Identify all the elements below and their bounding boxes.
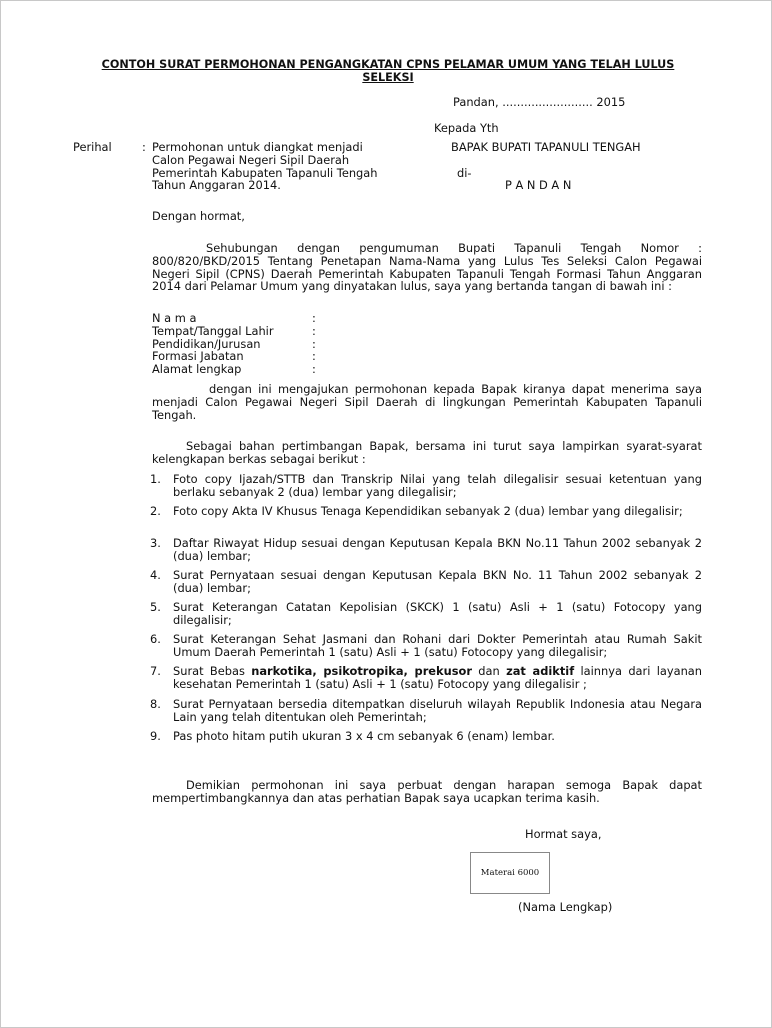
addressee-city: P A N D A N: [505, 178, 572, 192]
list-number: 8.: [150, 697, 161, 711]
materai-label: Materai 6000: [480, 867, 540, 878]
list-number: 7.: [150, 664, 161, 678]
field-row-nama: [152, 312, 452, 325]
list-number: 6.: [150, 632, 161, 646]
list-text: Pas photo hitam putih ukuran 3 x 4 cm sebanyak 6 (enam) lembar.: [173, 729, 555, 743]
list-number: 9.: [150, 729, 161, 743]
field-colon: :: [312, 349, 316, 364]
list-text: Surat Pernyataan sesuai dengan Keputusan Kepala BKN No. 11 Tahun 2002 sebanyak 2 (dua) lembar;: [173, 568, 702, 595]
addressee-name: BAPAK BUPATI TAPANULI TENGAH: [451, 140, 641, 154]
list-text-part: dan: [471, 664, 507, 678]
intro-paragraph: Sehubungan dengan pengumuman Bupati Tapanuli Tengah Nomor : 800/820/BKD/2015 Tentang Penetapan Nama-Nama yang Lulus Tes Seleksi Calon Pegawai Negeri Sipil (CPNS) Daerah Pemerintah Kabupaten Tapanuli Tengah Formasi Tahun Anggaran 2014 dari Pelamar Umum yang dinyatakan lulus, saya yang bertanda tangan di bawah ini :: [152, 241, 702, 294]
list-number: 1.: [150, 472, 161, 486]
list-text: Foto copy Akta IV Khusus Tenaga Kependidikan sebanyak 2 (dua) lembar yang dilegalisir;: [173, 504, 683, 518]
list-text-bold: narkotika, psikotropika, prekusor: [251, 664, 472, 678]
list-text: Surat Pernyataan bersedia ditempatkan diseluruh wilayah Republik Indonesia atau Negara Lain yang telah ditentukan oleh Pemerintah;: [173, 697, 702, 724]
signature-name: (Nama Lengkap): [518, 900, 613, 914]
list-item: [150, 601, 702, 627]
list-item: [150, 569, 702, 595]
perihal-line: Permohonan untuk diangkat menjadi: [152, 140, 363, 154]
field-row-alamat: [152, 363, 452, 376]
list-item: [150, 730, 702, 743]
list-number: 5.: [150, 600, 161, 614]
list-item: [150, 473, 702, 499]
attachment-intro: Sebagai bahan pertimbangan Bapak, bersama ini turut saya lampirkan syarat-syarat kelengkapan berkas sebagai berikut :: [152, 439, 702, 466]
perihal-line: Tahun Anggaran 2014.: [152, 178, 281, 193]
list-text: [173, 665, 702, 691]
materai-stamp-box: [470, 852, 550, 894]
list-text: Surat Keterangan Sehat Jasmani dan Rohani dari Dokter Pemerintah atau Rumah Sakit Umum Daerah Pemerintah 1 (satu) Asli + 1 (satu) Fotocopy yang dilegalisir;: [173, 632, 702, 659]
list-text-bold: zat adiktif: [506, 664, 575, 678]
field-label: N a m a: [152, 311, 197, 325]
document-title: [90, 58, 686, 84]
field-label: Pendidikan/Jurusan: [152, 336, 261, 351]
perihal-label: Perihal: [73, 140, 112, 154]
addressee-kepada: Kepada Yth: [434, 121, 499, 135]
greeting: Dengan hormat,: [152, 209, 245, 223]
field-colon: :: [312, 323, 316, 338]
field-label: Formasi Jabatan: [152, 349, 244, 364]
applicant-fields: [152, 312, 452, 376]
closing-paragraph: Demikian permohonan ini saya perbuat dengan harapan semoga Bapak dapat mempertimbangkannya dan atas perhatian Bapak saya ucapkan terima kasih.: [152, 778, 702, 805]
place-date: Pandan, ......................... 2015: [453, 95, 626, 109]
perihal-colon: :: [142, 140, 146, 154]
list-text: Surat Keterangan Catatan Kepolisian (SKCK) 1 (satu) Asli + 1 (satu) Fotocopy yang dilegalisir;: [173, 600, 702, 627]
list-item: [150, 537, 702, 563]
field-colon: :: [312, 311, 316, 325]
field-colon: :: [312, 336, 316, 351]
list-number: 2.: [150, 504, 161, 518]
field-row-ttl: [152, 325, 452, 338]
field-label: Alamat lengkap: [152, 362, 242, 377]
list-text: Daftar Riwayat Hidup sesuai dengan Keputusan Kepala BKN No.11 Tahun 2002 sebanyak 2 (dua) lembar;: [173, 536, 702, 563]
perihal-line: Calon Pegawai Negeri Sipil Daerah: [152, 152, 350, 167]
list-text: Foto copy Ijazah/STTB dan Transkrip Nilai yang telah dilegalisir sesuai ketentuan yang berlaku sebanyak 2 (dua) lembar yang dilegalisir;: [173, 472, 702, 499]
list-text-part: Surat Bebas: [173, 664, 252, 678]
field-label: Tempat/Tanggal Lahir: [152, 323, 274, 338]
perihal-subject: [152, 141, 377, 192]
field-colon: :: [312, 362, 316, 377]
list-item: [150, 665, 702, 691]
list-item: [150, 505, 702, 518]
list-number: 3.: [150, 536, 161, 550]
list-item: [150, 633, 702, 659]
list-number: 4.: [150, 568, 161, 582]
title-line-1: CONTOH SURAT PERMOHONAN PENGANGKATAN CPNS PELAMAR UMUM YANG TELAH LULUS: [101, 58, 675, 71]
addressee-di: di-: [457, 166, 472, 180]
signature-closing: Hormat saya,: [525, 827, 602, 841]
list-item: [150, 698, 702, 724]
title-line-2: SELEKSI: [362, 71, 414, 84]
list-text-part: lainnya dari layanan kesehatan Pemerintah 1 (satu) Asli + 1 (satu) Fotocopy yang dilegalisir ;: [173, 664, 703, 691]
perihal-line: Pemerintah Kabupaten Tapanuli Tengah: [152, 165, 378, 180]
request-paragraph: dengan ini mengajukan permohonan kepada Bapak kiranya dapat menerima saya menjadi Calon Pegawai Negeri Sipil Daerah di lingkungan Pemerintah Kabupaten Tapanuli Tengah.: [152, 382, 702, 422]
